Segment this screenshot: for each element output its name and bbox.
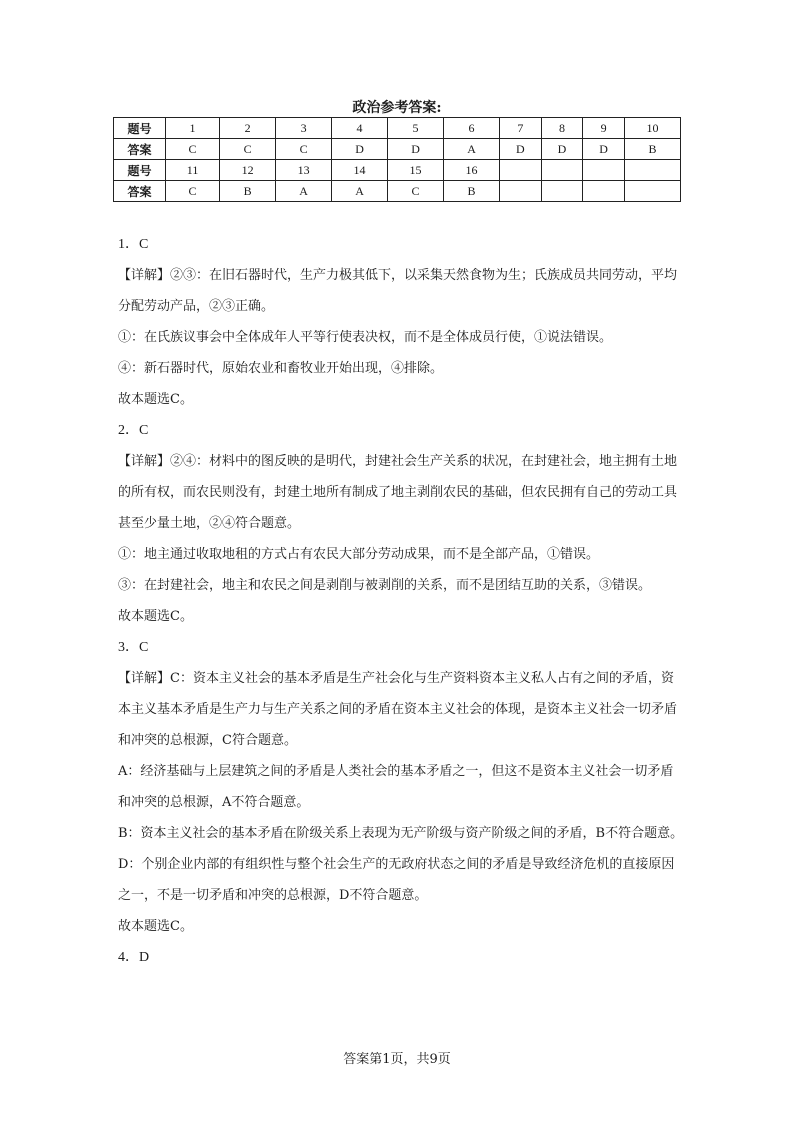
answer-cell: 11 (166, 160, 220, 181)
answer-cell (500, 181, 542, 202)
explanation-paragraph: 【详解】②③：在旧石器时代，生产力极其低下，以采集天然食物为生；氏族成员共同劳动，平均分配劳动产品，②③正确。 (118, 268, 678, 314)
answer-cell: C (166, 139, 220, 160)
answer-cell: C (166, 181, 220, 202)
answer-cell: A (276, 181, 332, 202)
answer-cell: 3 (276, 118, 332, 139)
answer-table-row (114, 139, 681, 160)
answer-cell: 7 (500, 118, 542, 139)
explanation-paragraph: A：经济基础与上层建筑之间的矛盾是人类社会的基本矛盾之一，但这不是资本主义社会一切矛盾和冲突的总根源，A不符合题意。 (118, 764, 674, 810)
answer-cell: D (583, 139, 625, 160)
row-header: 答案 (114, 181, 166, 202)
answer-cell (624, 160, 680, 181)
answer-cell: 16 (444, 160, 500, 181)
answer-cell: 12 (220, 160, 276, 181)
explanation-paragraph: 故本题选C。 (118, 609, 193, 624)
answer-cell: B (444, 181, 500, 202)
explanation-paragraph: ①：地主通过收取地租的方式占有农民大部分劳动成果，而不是全部产品，①错误。 (118, 547, 600, 562)
answer-cell: 4 (332, 118, 388, 139)
explanation-paragraph: 【详解】C：资本主义社会的基本矛盾是生产社会化与生产资料资本主义私人占有之间的矛盾，资本主义基本矛盾是生产力与生产关系之间的矛盾在资本主义社会的体现，是资本主义社会一切矛盾和冲突的总根源，C符合题意。 (118, 671, 678, 748)
explanation-paragraph: 故本题选C。 (118, 392, 193, 407)
answer-cell (624, 181, 680, 202)
row-header: 答案 (114, 139, 166, 160)
answer-cell (583, 181, 625, 202)
explanation-paragraph: B：资本主义社会的基本矛盾在阶级关系上表现为无产阶级与资产阶级之间的矛盾，B不符合题意。 (118, 826, 684, 841)
answer-cell: 14 (332, 160, 388, 181)
answer-cell: 9 (583, 118, 625, 139)
question-number: 3．C (118, 640, 149, 655)
answer-cell (500, 160, 542, 181)
explanation-paragraph: 【详解】②④：材料中的图反映的是明代，封建社会生产关系的状况，在封建社会，地主拥有土地的所有权，而农民则没有，封建土地所有制成了地主剥削农民的基础，但农民拥有自己的劳动工具甚至少量土地，②④符合题意。 (118, 454, 678, 531)
answer-cell: D (388, 139, 444, 160)
answer-cell: B (220, 181, 276, 202)
answer-table-row (114, 181, 681, 202)
answer-cell: 8 (541, 118, 583, 139)
answer-cell: C (220, 139, 276, 160)
answer-cell: A (332, 181, 388, 202)
answer-cell: A (444, 139, 500, 160)
question-number: 2．C (118, 423, 149, 438)
answer-table (113, 117, 681, 202)
answer-cell: 15 (388, 160, 444, 181)
explanation-paragraph: ④：新石器时代，原始农业和畜牧业开始出现，④排除。 (118, 361, 444, 376)
answer-cell (583, 160, 625, 181)
answer-cell: 2 (220, 118, 276, 139)
explanation-paragraph: D：个别企业内部的有组织性与整个社会生产的无政府状态之间的矛盾是导致经济危机的直接原因之一，不是一切矛盾和冲突的总根源，D不符合题意。 (118, 857, 675, 903)
answer-cell: D (500, 139, 542, 160)
answer-cell (541, 181, 583, 202)
answer-explanations (118, 229, 684, 973)
explanation-paragraph: ③：在封建社会，地主和农民之间是剥削与被剥削的关系，而不是团结互助的关系，③错误。 (118, 578, 652, 593)
answer-cell: D (541, 139, 583, 160)
row-header: 题号 (114, 118, 166, 139)
answer-cell: 13 (276, 160, 332, 181)
answer-cell: D (332, 139, 388, 160)
row-header: 题号 (114, 160, 166, 181)
page-title: 政治参考答案: (352, 100, 442, 116)
question-number: 1．C (118, 237, 149, 252)
answer-cell: 6 (444, 118, 500, 139)
answer-cell: 10 (624, 118, 680, 139)
answer-table-row (114, 160, 681, 181)
answer-table-row (114, 118, 681, 139)
answer-cell: 1 (166, 118, 220, 139)
explanation-paragraph: ①：在氏族议事会中全体成年人平等行使表决权，而不是全体成员行使，①说法错误。 (118, 330, 613, 345)
explanation-paragraph: 故本题选C。 (118, 919, 193, 934)
answer-cell: B (624, 139, 680, 160)
answer-cell: 5 (388, 118, 444, 139)
answer-cell: C (276, 139, 332, 160)
question-number: 4．D (118, 950, 150, 965)
answer-cell: C (388, 181, 444, 202)
page-footer: 答案第1页，共9页 (343, 1052, 451, 1067)
answer-cell (541, 160, 583, 181)
